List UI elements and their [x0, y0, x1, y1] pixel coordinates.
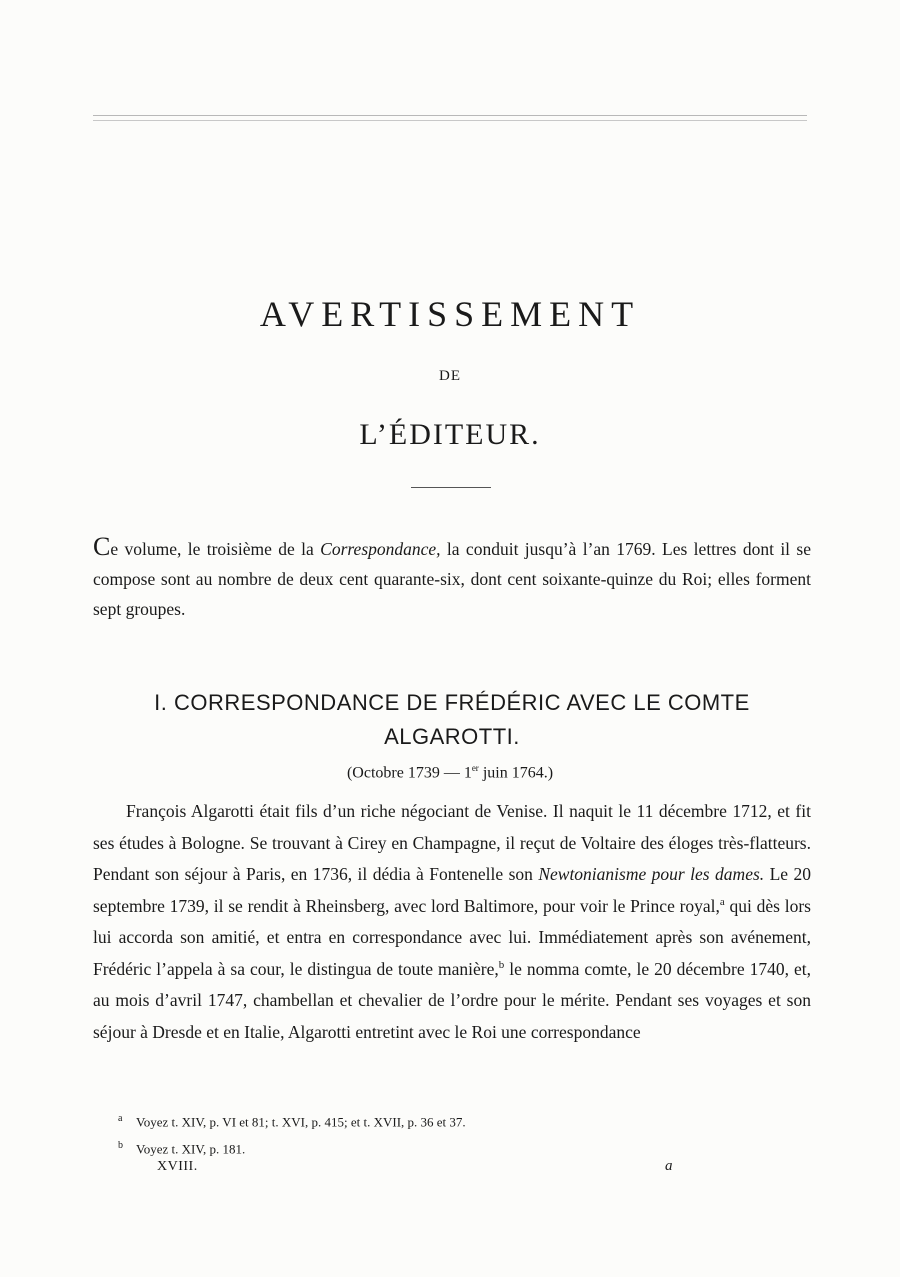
- footnote: [118, 1107, 798, 1134]
- drop-cap: C: [93, 532, 111, 561]
- footnote-mark: a: [118, 1113, 123, 1124]
- top-divider: [93, 115, 807, 121]
- title-connector: DE: [439, 368, 461, 384]
- title-divider: [411, 487, 491, 488]
- body-text-3: qui dès lors lui accorda son amitié, et entra en correspondance avec lui. Immédiatement après son avénement, Frédéric l’appela à sa cour, le distingua de toute manière,: [93, 895, 811, 979]
- intro-text-1: e volume, le troisième de la: [110, 539, 321, 559]
- section-dates: [0, 763, 900, 782]
- footnotes: [118, 1107, 798, 1162]
- body-paragraph: [93, 796, 811, 1048]
- body-text-2: Le 20 septembre 1739, il se rendit à Rheinsberg, avec lord Baltimore, pour voir le Prince royal,: [93, 864, 811, 916]
- page-title: AVERTISSEMENT: [259, 294, 641, 334]
- intro-paragraph: [93, 532, 811, 624]
- dates-end: juin 1764.): [478, 764, 554, 782]
- footnote-ref-b[interactable]: b: [498, 958, 505, 971]
- footnote-ref-a[interactable]: a: [719, 895, 725, 908]
- volume-signature: XVIII.: [157, 1159, 198, 1174]
- intro-italic: Correspondance,: [320, 539, 441, 559]
- dates-superscript: er: [471, 763, 479, 773]
- page-letter: a: [665, 1158, 673, 1174]
- dates-start: (Octobre 1739 — 1: [346, 764, 472, 782]
- body-italic-title: Newtonianisme pour les dames.: [538, 864, 765, 884]
- footnote: [118, 1134, 798, 1161]
- footnote-mark: b: [118, 1140, 123, 1152]
- footnote-text: Voyez t. XIV, p. VI et 81; t. XVI, p. 415; et t. XVII, p. 36 et 37.: [136, 1114, 466, 1130]
- footnote-text: Voyez t. XIV, p. 181.: [136, 1141, 246, 1157]
- intro-text-2: la conduit jusqu’à l’an 1769. Les lettres dont il se compose sont au nombre de deux cent quarante-six, dont cent soixante-quinze du Roi; elles forment sept groupes.: [93, 539, 811, 619]
- body-text-1: François Algarotti était fils d’un riche négociant de Venise. Il naquit le 11 décembre 1712, et fit ses études à Bologne. Se trouvant à Cirey en Champagne, il reçut de Voltaire des éloges très-flatteurs. Pendant son séjour à Paris, en 1736, il dédia à Fontenelle son: [93, 801, 811, 884]
- title-editeur: L’ÉDITEUR.: [359, 418, 541, 451]
- section-heading: I. CORRESPONDANCE DE FRÉDÉRIC AVEC LE COMTE ALGAROTTI.: [154, 690, 750, 749]
- body-text-4: le nomma comte, le 20 décembre 1740, et, au mois d’avril 1747, chambellan et chevalier de l’ordre pour le mérite. Pendant ses voyages et son séjour à Dresde et en Italie, Algarotti entretint avec le Roi une correspondance: [93, 958, 811, 1042]
